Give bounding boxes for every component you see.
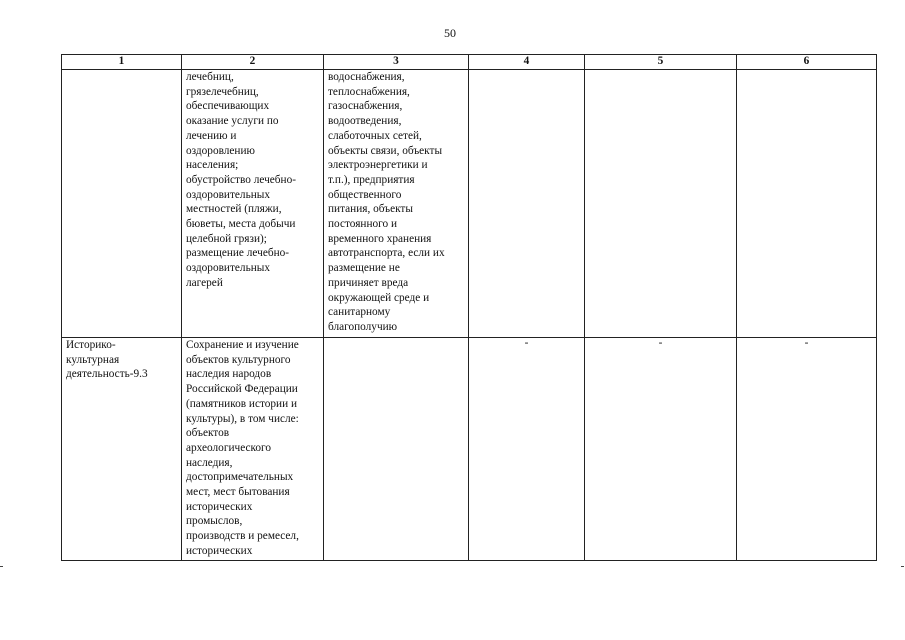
column-header-3: 3 (324, 55, 469, 70)
scan-mark-right (901, 566, 904, 567)
column-header-2: 2 (182, 55, 324, 70)
dash-value: - (804, 337, 809, 349)
column-header-6: 6 (737, 55, 877, 70)
table-row (62, 70, 877, 338)
table-cell: водоснабжения, теплоснабжения, газоснабжения, водоотведения, слаботочных сетей, объекты связи, объекты электроэнергетики и т.п.), предприятия общественного питания, объекты постоянного и временного хранения автотранспорта, если их размещение не причиняет вреда окружающей среде и санитарному благополучию (324, 70, 469, 338)
table-cell (324, 338, 469, 561)
table-cell: Историко- культурная деятельность-9.3 (62, 338, 182, 561)
table-cell (737, 338, 877, 561)
dash-value: - (658, 337, 663, 349)
table-cell (469, 338, 585, 561)
column-header-5: 5 (585, 55, 737, 70)
dash-value: - (524, 337, 529, 349)
column-header-1: 1 (62, 55, 182, 70)
table-cell (62, 70, 182, 338)
table-cell (585, 338, 737, 561)
column-header-4: 4 (469, 55, 585, 70)
table-cell (737, 70, 877, 338)
table-cell (469, 70, 585, 338)
scan-mark-left (0, 566, 3, 567)
table-cell (585, 70, 737, 338)
table-cell: Сохранение и изучение объектов культурного наследия народов Российской Федерации (памятников истории и культуры), в том числе: объектов археологического наследия, достопримечательных мест, мест бытования исторических промыслов, производств и ремесел, исторических (182, 338, 324, 561)
page-number: 50 (444, 26, 456, 40)
table-row (62, 338, 877, 561)
table-cell: лечебниц, грязелечебниц, обеспечивающих оказание услуги по лечению и оздоровлению населения; обустройство лечебно- оздоровительных местностей (пляжи, бюветы, места добычи целебной грязи); размещение лечебно- оздоровительных лагерей (182, 70, 324, 338)
data-table (61, 54, 877, 561)
table-header-row (62, 55, 877, 70)
